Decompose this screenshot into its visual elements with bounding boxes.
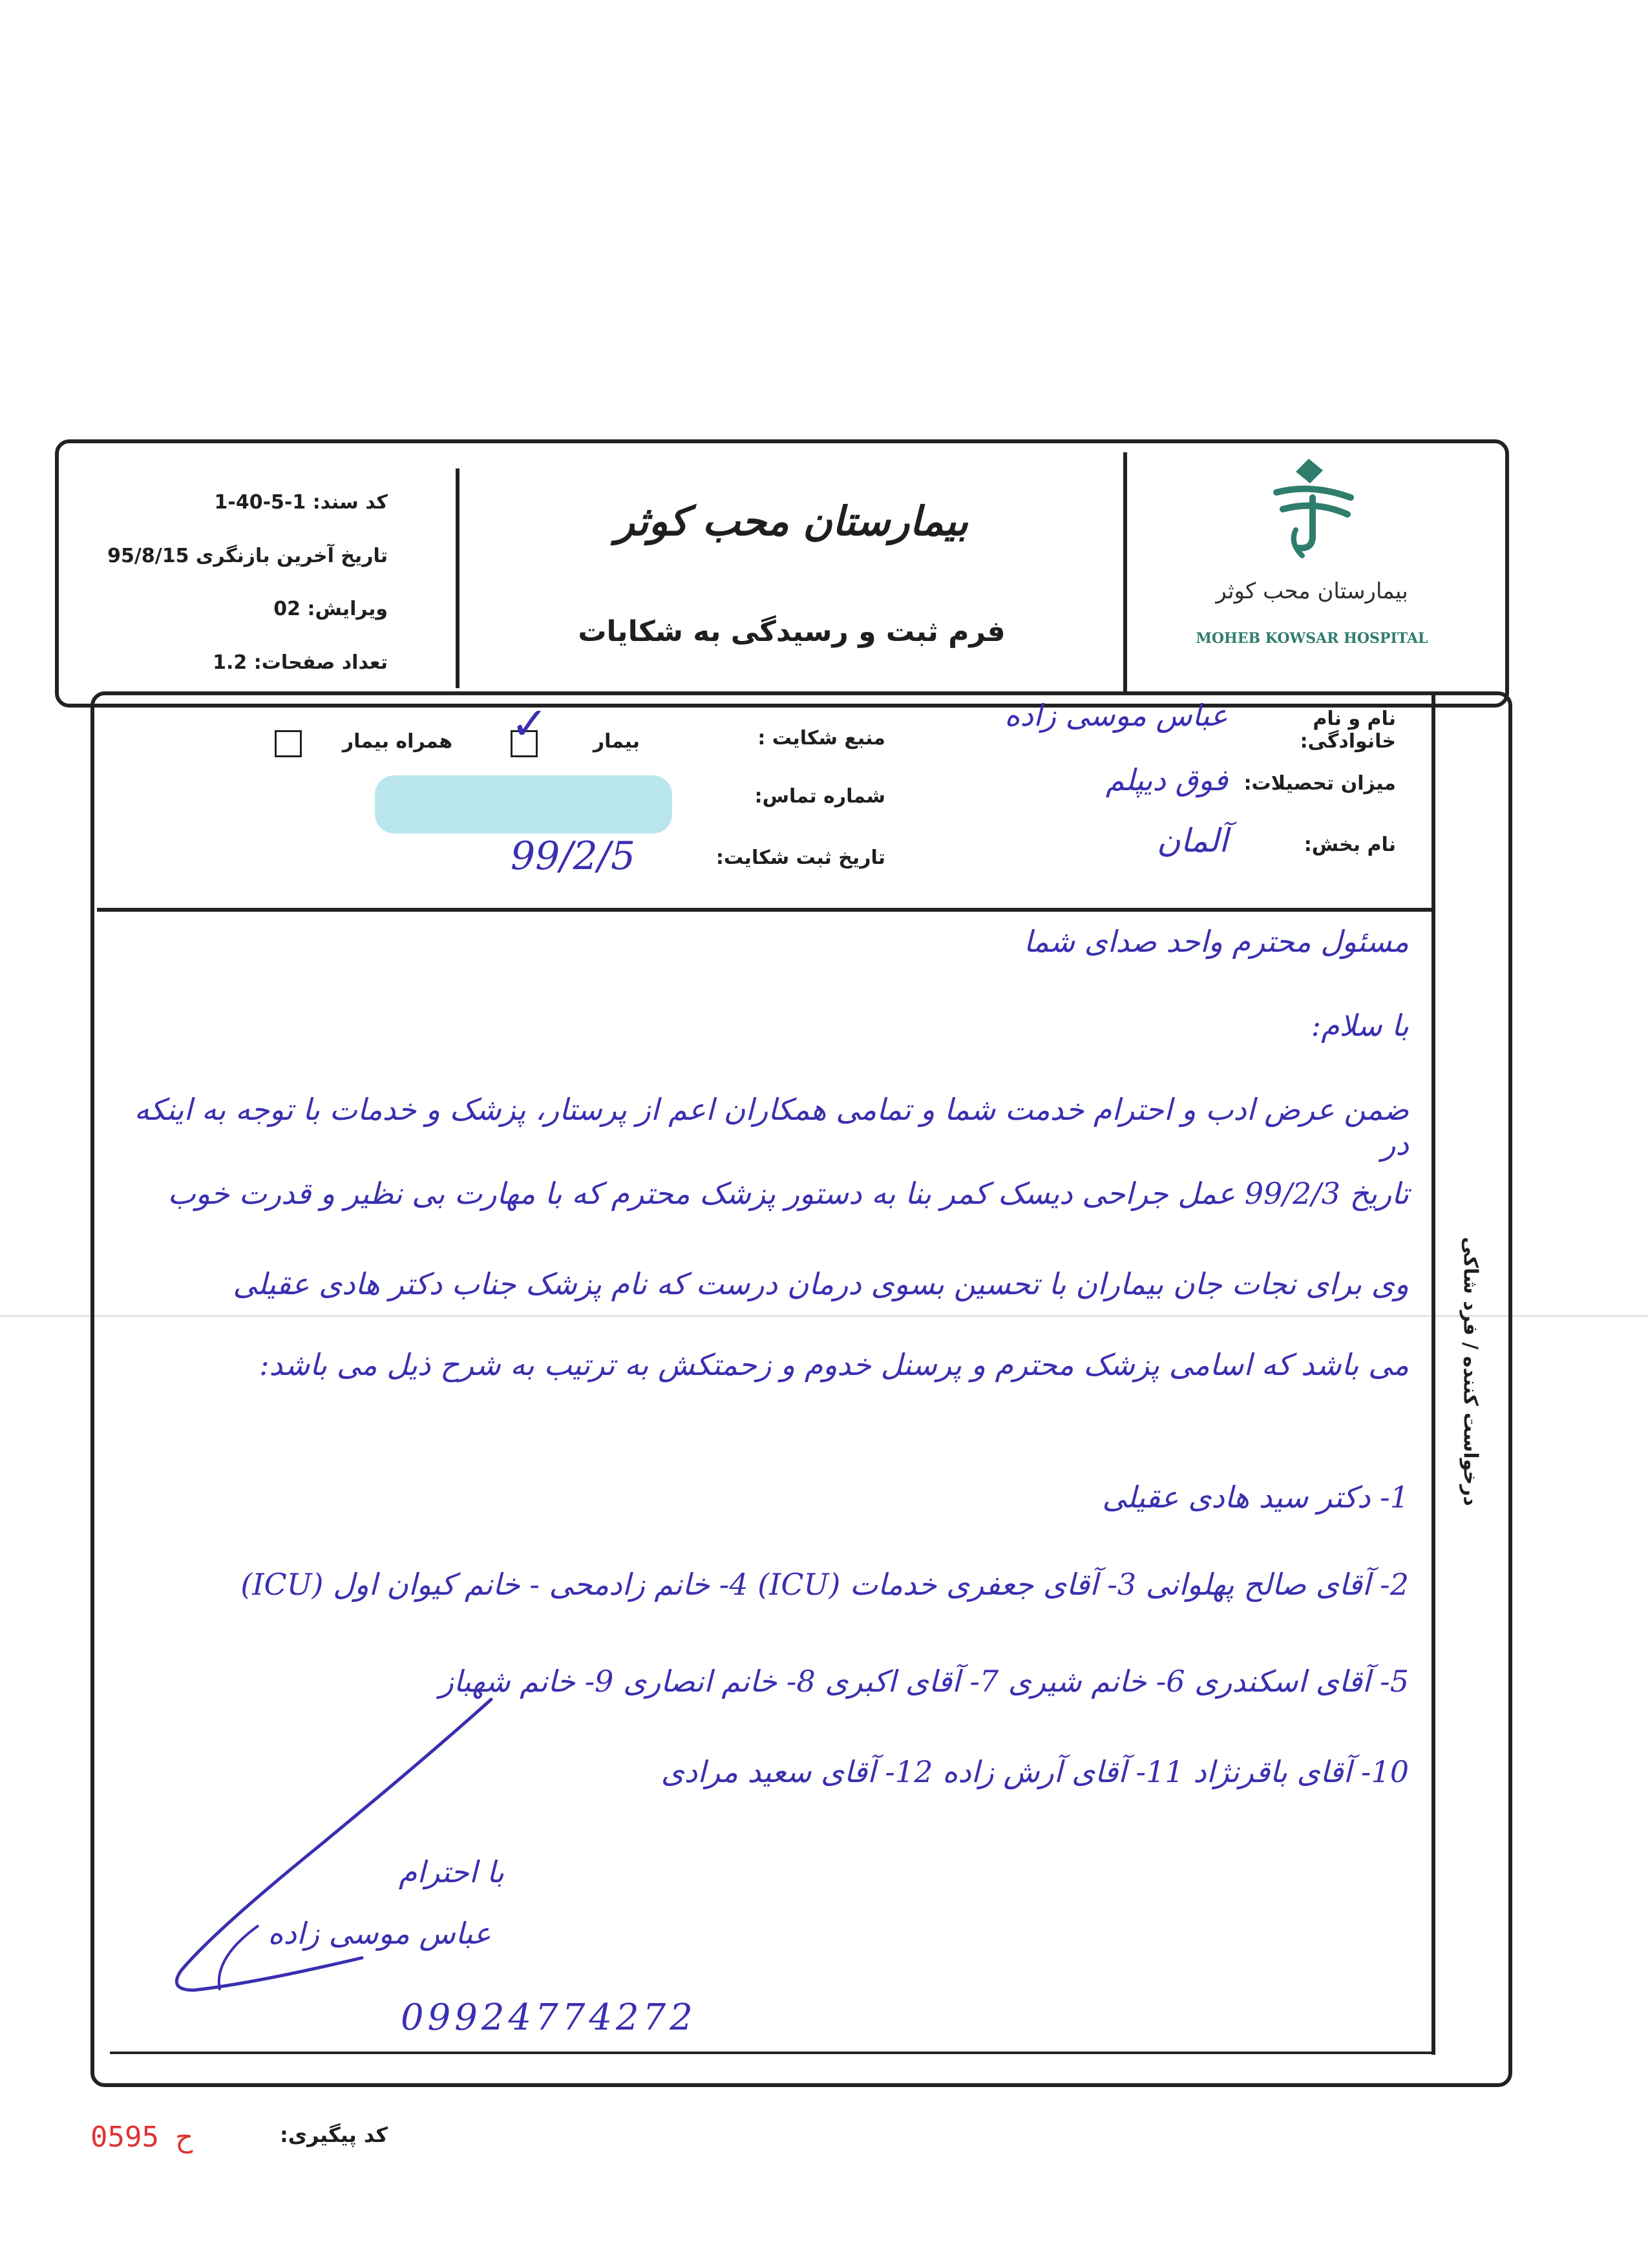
staff-list-line: 1- دکتر سید هادی عقیلی — [1102, 1480, 1409, 1515]
ward-value: آلمان — [1157, 822, 1228, 859]
body-line: تاریخ 99/2/3 عمل جراحی دیسک کمر بنا به دستور پزشک محترم که با مهارت بی نظیر و قدرت خوب — [167, 1176, 1409, 1211]
handwritten-phone-number: 09924774272 — [401, 1997, 697, 2039]
phone-label: شماره تماس: — [754, 785, 885, 808]
body-line: می باشد که اسامی پزشک محترم و پرسنل خدوم و زحمتکش به ترتیب به شرح ذیل می باشد: — [259, 1347, 1409, 1382]
form-fields-divider — [97, 908, 1431, 912]
form-bottom-line — [110, 2052, 1435, 2054]
doc-code-value: 1-40-5-1 — [214, 491, 306, 514]
complaint-date-value: 99/2/5 — [511, 834, 636, 879]
version-row — [78, 598, 388, 620]
staff-list-line: 2- آقای صالح پهلوانی 3- آقای جعفری خدمات (ICU) 4- خانم زادمحی - خانم کیوان اول (ICU) — [240, 1567, 1409, 1602]
revision-date-value: 95/8/15 — [107, 545, 189, 567]
staff-list-line: 5- آقای اسکندری 6- خانم شیری 7- آقای اکبری 8- خانم انصاری 9- خانم شهباز — [439, 1664, 1409, 1699]
doc-code-row — [78, 491, 388, 514]
signature-name: عباس موسی زاده — [268, 1916, 491, 1951]
tracking-code-label: کد پیگیری: — [279, 2123, 388, 2147]
complaint-date-label: تاریخ ثبت شکایت: — [715, 846, 885, 869]
hospital-logo-icon — [1263, 452, 1360, 562]
checkmark-icon: ✓ — [511, 697, 549, 750]
companion-checkbox[interactable] — [275, 730, 302, 757]
body-line: ضمن عرض ادب و احترام خدمت شما و تمامی همکاران اعم از پرستار، پزشک و خدمات با توجه به اینکه در — [134, 1092, 1409, 1162]
version-value: 02 — [273, 598, 301, 620]
body-line: وی برای نجات جان بیماران با تحسین بسوی درمان درست که نام پزشک جناب دکتر هادی عقیلی — [233, 1266, 1409, 1301]
patient-option-label: بیمار — [593, 730, 640, 753]
revision-date-row — [78, 545, 388, 567]
form-title: فرم ثبت و رسیدگی به شکایات — [578, 615, 1006, 648]
header-divider — [1123, 452, 1127, 695]
requester-side-label: درخواست کننده / فرد شاکی — [1459, 1237, 1482, 1506]
name-label: نام و نام خانوادگی: — [1300, 708, 1396, 753]
logo-persian-name: بیمارستان محب کوثر — [1216, 578, 1408, 604]
side-column-divider — [1431, 695, 1435, 2055]
redacted-phone — [375, 775, 672, 834]
pages-label: تعداد صفحات: — [253, 651, 388, 674]
closing-text: با احترام — [398, 1854, 504, 1889]
education-label: میزان تحصیلات: — [1243, 772, 1396, 795]
doc-code-label: کد سند: — [312, 491, 388, 514]
pages-row — [78, 651, 388, 674]
body-line: با سلام: — [1311, 1008, 1409, 1043]
complaint-source-label: منبع شکایت : — [757, 727, 885, 750]
companion-option-label: همراه بیمار — [342, 730, 452, 753]
header-divider — [456, 468, 460, 688]
logo-english-name: MOHEB KOWSAR HOSPITAL — [1196, 630, 1428, 647]
revision-date-label: تاریخ آخرین بازنگری — [195, 545, 388, 567]
pages-value: 1.2 — [213, 651, 248, 674]
version-label: ویرایش: — [307, 598, 388, 620]
ward-label: نام بخش: — [1304, 834, 1396, 856]
tracking-code-value: ح 0595 — [90, 2121, 193, 2154]
signature-scribble-icon — [155, 1686, 517, 2022]
name-value: عباس موسی زاده — [1004, 698, 1228, 733]
staff-list-line: 10- آقای باقرنژاد 11- آقای آرش زاده 12- آقای سعید مرادی — [660, 1754, 1409, 1789]
hospital-title: بیمارستان محب کوثر — [615, 498, 968, 545]
body-line: مسئول محترم واحد صدای شما — [1023, 924, 1409, 959]
education-value: فوق دیپلم — [1105, 762, 1228, 797]
